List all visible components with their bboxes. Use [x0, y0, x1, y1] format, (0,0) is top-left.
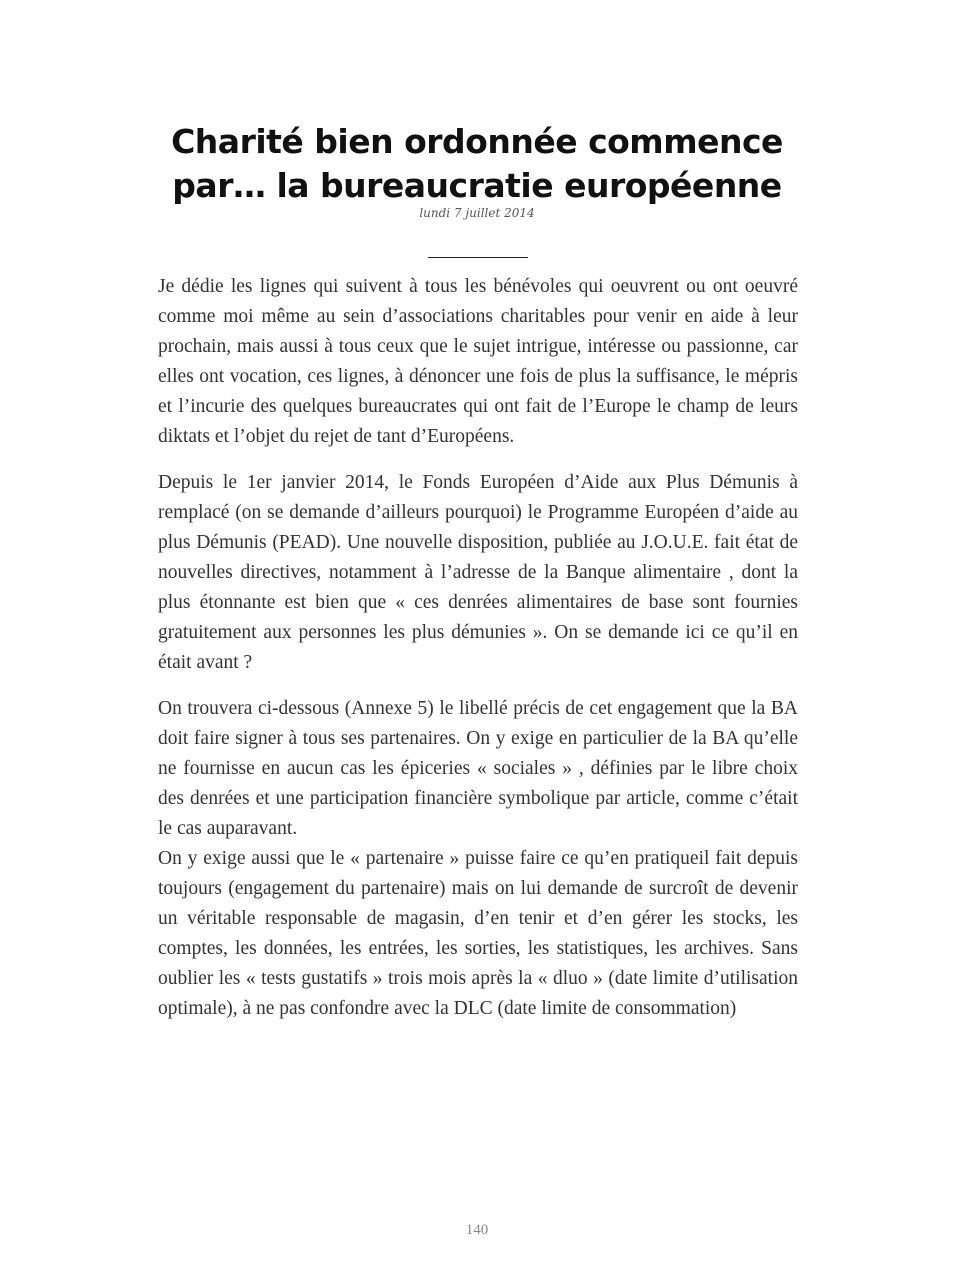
paragraph-partenaire: On y exige aussi que le « partenaire » puisse faire ce qu’en pratiqueil fait depuis toujours (engagement du partenaire) mais on lui demande de surcroît de devenir un véritable responsable de magasin, d’en tenir et d’en gérer les stocks, les comptes, les données, les entrées, les sorties, les statistiques, les archives. Sans oublier les « tests gustatifs » trois mois après la « dluo » (date limite d’utilisation optimale), à ne pas confondre avec la DLC (date limite de consommation): [158, 848, 798, 1019]
publication-date: lundi 7 juillet 2014: [419, 206, 535, 220]
page-number: 140: [465, 1222, 489, 1238]
article-body: [158, 272, 798, 1024]
paragraph-annexe: On trouvera ci-dessous (Annexe 5) le libellé précis de cet engagement que la BA doit faire signer à tous ses partenaires. On y exige en particulier de la BA qu’elle ne fournisse en aucun cas les épiceries « sociales » , définies par le libre choix des denrées et une participation financière symbolique par article, comme c’était le cas auparavant.: [158, 698, 798, 839]
title-line-1: Charité bien ordonnée commence: [171, 122, 783, 161]
paragraph-dedication: Je dédie les lignes qui suivent à tous les bénévoles qui oeuvrent ou ont oeuvré comme moi même au sein d’associations charitables pour venir en aide à leur prochain, mais aussi à tous ceux que le sujet intrigue, intéresse ou passionne, car elles ont vocation, ces lignes, à dénoncer une fois de plus la suffisance, le mépris et l’incurie des quelques bureaucrates qui ont fait de l’Europe le champ de leurs diktats et l’objet du rejet de tant d’Européens.: [158, 276, 798, 447]
title-line-2: par… la bureaucratie européenne: [172, 166, 782, 205]
page-title: [0, 120, 954, 208]
paragraph-fead: Depuis le 1er janvier 2014, le Fonds Européen d’Aide aux Plus Démunis à remplacé (on se demande d’ailleurs pourquoi) le Programme Européen d’aide au plus Démunis (PEAD). Une nouvelle disposition, publiée au J.O.U.E. fait état de nouvelles directives, notamment à l’adresse de la Banque alimentaire , dont la plus étonnante est bien que « ces denrées alimentaires de base sont fournies gratuitement aux personnes les plus démunies ». On se demande ici ce qu’il en était avant ?: [158, 472, 798, 673]
separator-rule: [428, 257, 528, 258]
